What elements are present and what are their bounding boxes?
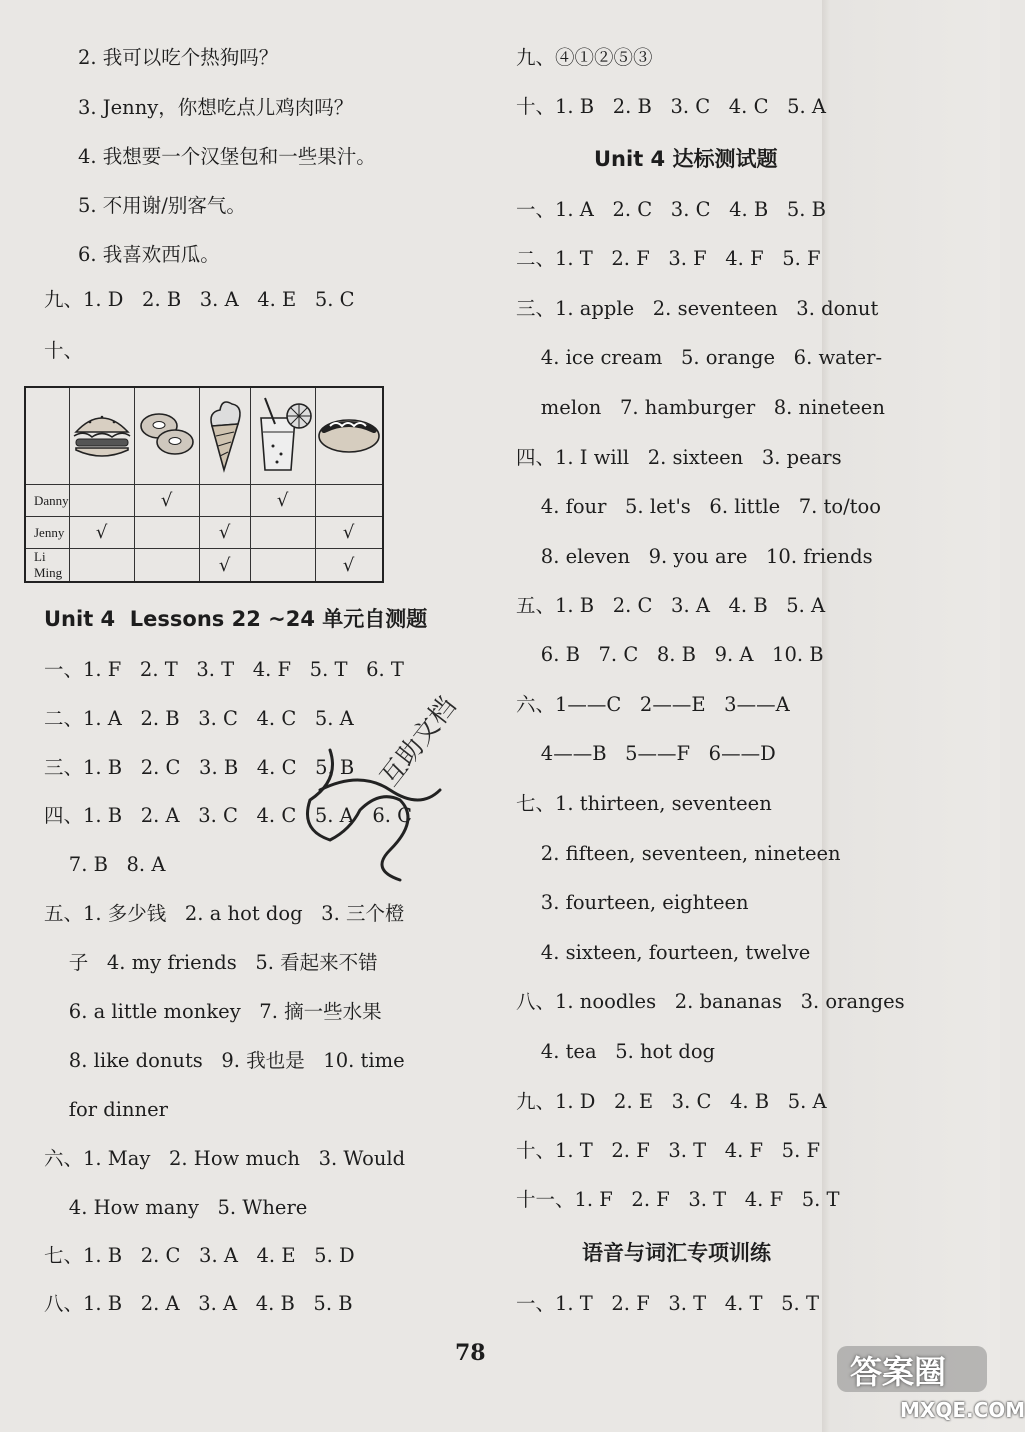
answer-line: 七、1. thirteen, seventeen: [516, 792, 772, 815]
answer-line: 十一、1. F 2. F 3. T 4. F 5. T: [516, 1188, 840, 1211]
answer-line: 4. 我想要一个汉堡包和一些果汁。: [78, 145, 376, 168]
answer-line: 4. four 5. let's 6. little 7. to/too: [516, 495, 881, 518]
answer-line: 十、1. B 2. B 3. C 4. C 5. A: [516, 95, 826, 118]
answer-line: 6. B 7. C 8. B 9. A 10. B: [516, 643, 824, 666]
answer-line: 六、1. May 2. How much 3. Would: [44, 1147, 406, 1170]
check-cell: √: [315, 517, 383, 549]
check-cell: [250, 549, 315, 583]
section-heading: 语音与词汇专项训练: [582, 1241, 771, 1265]
row-name: Danny: [25, 485, 69, 517]
check-cell: [134, 517, 199, 549]
answer-line: 4. How many 5. Where: [44, 1196, 308, 1219]
row-name: Li Ming: [25, 549, 69, 583]
check-cell: √: [134, 485, 199, 517]
answer-line: 一、1. T 2. F 3. T 4. T 5. T: [516, 1292, 819, 1315]
section-heading: Unit 4 达标测试题: [594, 147, 778, 171]
check-cell: √: [199, 549, 250, 583]
page-number: 78: [455, 1340, 486, 1366]
answer-line: 五、1. B 2. C 3. A 4. B 5. A: [516, 594, 826, 617]
answer-line: 一、1. A 2. C 3. C 4. B 5. B: [516, 198, 826, 221]
answer-line: 八、1. noodles 2. bananas 3. oranges: [516, 990, 905, 1013]
ice-cream-icon: [199, 387, 250, 485]
answer-line: 七、1. B 2. C 3. A 4. E 5. D: [44, 1244, 355, 1267]
answer-line: 6. a little monkey 7. 摘一些水果: [44, 1000, 382, 1023]
answer-line: 2. fifteen, seventeen, nineteen: [516, 842, 841, 865]
page-edge-shadow: [822, 0, 1000, 1432]
logo-text: 答案圈: [850, 1353, 947, 1391]
logo-domain: MXQE.COM: [900, 1398, 1025, 1422]
answer-line: 3. Jenny，你想吃点儿鸡肉吗？: [78, 96, 354, 119]
watermark-text: 互助文档: [374, 691, 463, 793]
hot-dog-icon: [315, 387, 383, 485]
answer-line: 二、1. T 2. F 3. F 4. F 5. F: [516, 247, 821, 270]
check-cell: √: [250, 485, 315, 517]
check-cell: [69, 485, 134, 517]
answer-line: 7. B 8. A: [44, 853, 166, 876]
check-cell: [199, 485, 250, 517]
check-cell: [250, 517, 315, 549]
check-cell: √: [199, 517, 250, 549]
answer-line: 4. sixteen, fourteen, twelve: [516, 941, 811, 964]
table-header-row: [25, 387, 383, 485]
answer-line: 九、1. D 2. B 3. A 4. E 5. C: [44, 288, 355, 311]
answer-line: 三、1. B 2. C 3. B 4. C 5. B: [44, 756, 355, 779]
check-cell: √: [69, 517, 134, 549]
check-cell: [69, 549, 134, 583]
answer-line: 8. like donuts 9. 我也是 10. time: [44, 1049, 405, 1072]
hamburger-icon: [69, 387, 134, 485]
answer-line: 2. 我可以吃个热狗吗？: [78, 46, 279, 69]
table-corner-cell: [25, 387, 69, 485]
check-cell: [134, 549, 199, 583]
answer-line: 四、1. B 2. A 3. C 4. C 5. A 6. C: [44, 804, 413, 827]
answer-line: 十、1. T 2. F 3. T 4. F 5. F: [516, 1139, 821, 1162]
answer-line: 九、④①②⑤③: [516, 46, 653, 69]
answer-line: melon 7. hamburger 8. nineteen: [516, 396, 885, 419]
answer-line: 8. eleven 9. you are 10. friends: [516, 545, 873, 568]
answer-line: 子 4. my friends 5. 看起来不错: [44, 951, 378, 974]
answer-line: 6. 我喜欢西瓜。: [78, 243, 220, 266]
answer-line: 5. 不用谢/别客气。: [78, 194, 246, 217]
answer-line: 五、1. 多少钱 2. a hot dog 3. 三个橙: [44, 902, 405, 925]
table-row: [25, 517, 383, 549]
answer-line: 4——B 5——F 6——D: [516, 742, 776, 765]
table-row: [25, 485, 383, 517]
check-cell: [315, 485, 383, 517]
answer-line: 八、1. B 2. A 3. A 4. B 5. B: [44, 1292, 353, 1315]
answer-line: 4. tea 5. hot dog: [516, 1040, 716, 1063]
answer-line: 4. ice cream 5. orange 6. water-: [516, 346, 883, 369]
section-heading: Unit 4 Lessons 22 ~24 单元自测题: [44, 607, 428, 631]
juice-icon: [250, 387, 315, 485]
food-preference-table: [24, 386, 384, 583]
answer-line: 六、1——C 2——E 3——A: [516, 693, 790, 716]
answer-line: 3. fourteen, eighteen: [516, 891, 749, 914]
section-label: 十、: [44, 339, 84, 362]
donuts-icon: [134, 387, 199, 485]
check-cell: √: [315, 549, 383, 583]
answer-line: 一、1. F 2. T 3. T 4. F 5. T 6. T: [44, 658, 404, 681]
answer-line: 九、1. D 2. E 3. C 4. B 5. A: [516, 1090, 827, 1113]
answer-line: 二、1. A 2. B 3. C 4. C 5. A: [44, 707, 354, 730]
answer-line: 三、1. apple 2. seventeen 3. donut: [516, 297, 879, 320]
answer-line: 四、1. I will 2. sixteen 3. pears: [516, 446, 842, 469]
row-name: Jenny: [25, 517, 69, 549]
table-row: [25, 549, 383, 583]
answer-line: for dinner: [44, 1098, 168, 1121]
